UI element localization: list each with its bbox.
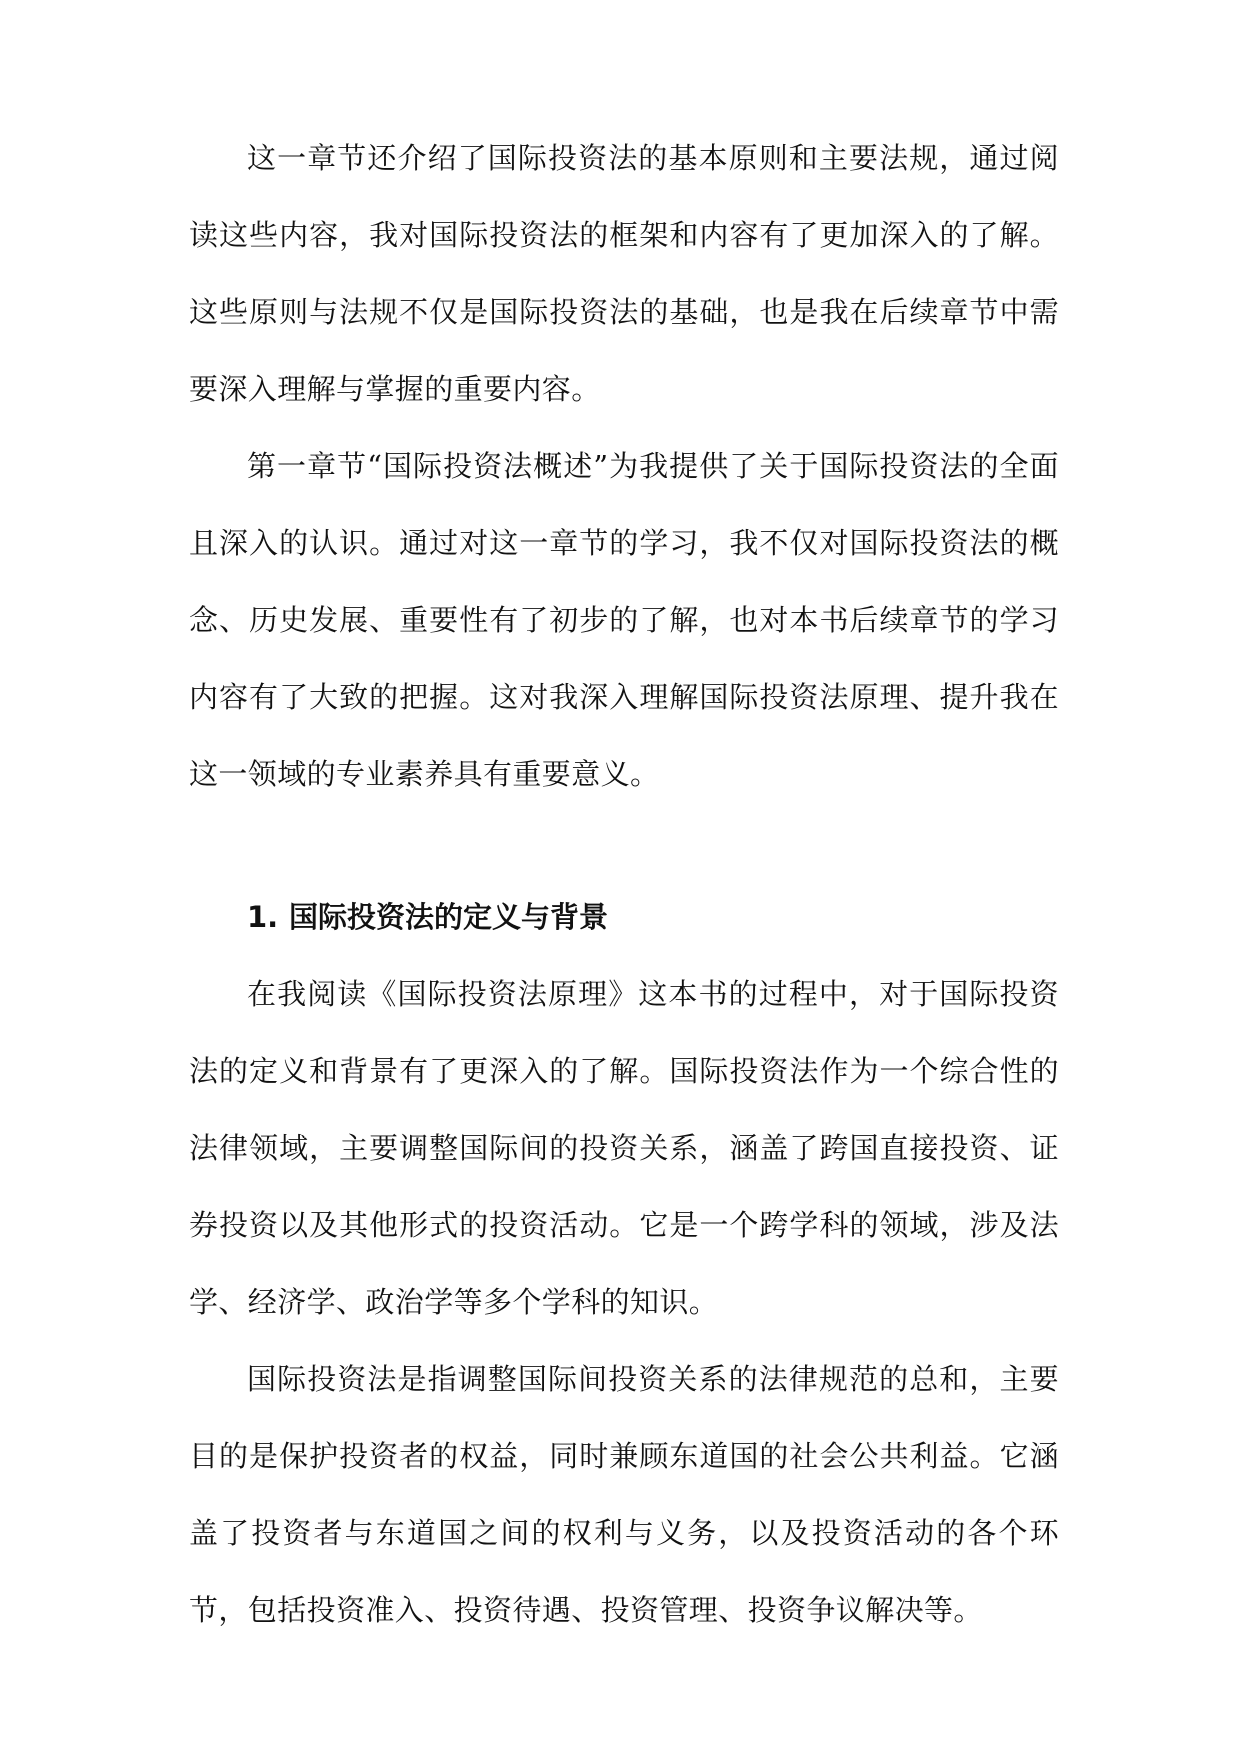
section-number: 1.: [247, 900, 279, 934]
document-body: [189, 120, 1059, 1649]
paragraph-definition: 国际投资法是指调整国际间投资关系的法律规范的总和，主要目的是保护投资者的权益，同时兼顾东道国的社会公共利益。它涵盖了投资者与东道国之间的权利与义务，以及投资活动的各个环节，包括投资准入、投资待遇、投资管理、投资争议解决等。: [189, 1362, 1059, 1627]
section-title: 国际投资法的定义与背景: [289, 900, 609, 934]
paragraph-chapter-summary: 第一章节“国际投资法概述”为我提供了关于国际投资法的全面且深入的认识。通过对这一章节的学习，我不仅对国际投资法的概念、历史发展、重要性有了初步的了解，也对本书后续章节的学习内容有了大致的把握。这对我深入理解国际投资法原理、提升我在这一领域的专业素养具有重要意义。: [189, 449, 1059, 791]
section-heading: [189, 879, 1059, 956]
paragraph-principles: 这一章节还介绍了国际投资法的基本原则和主要法规，通过阅读这些内容，我对国际投资法的框架和内容有了更加深入的了解。这些原则与法规不仅是国际投资法的基础，也是我在后续章节中需要深入理解与掌握的重要内容。: [189, 141, 1059, 406]
paragraph-definition-intro: 在我阅读《国际投资法原理》这本书的过程中，对于国际投资法的定义和背景有了更深入的了解。国际投资法作为一个综合性的法律领域，主要调整国际间的投资关系，涵盖了跨国直接投资、证券投资以及其他形式的投资活动。它是一个跨学科的领域，涉及法学、经济学、政治学等多个学科的知识。: [189, 977, 1059, 1319]
